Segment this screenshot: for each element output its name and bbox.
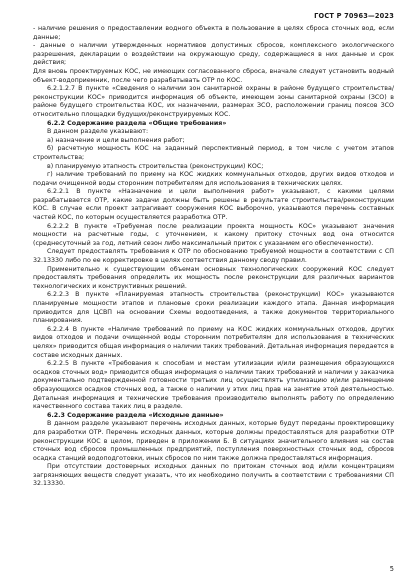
paragraph: Для вновь проектируемых КОС, не имеющих согласованного сброса, вначале следует установить водный объект-водоприемник, после чего разрабатывать ОТР по КОС. [33,67,394,84]
page-number: 5 [389,565,394,573]
paragraph: 6.2.2.2 В пункте «Требуемая после реализации проекта мощность КОС» указывают значения мощности на расчетные годы, с уточнением, к какому притоку сточных вод она относится (среднесуточный за год, летний сезон либо максимальный приток с указанием его обеспеченности). [33,222,394,247]
list-item: б) расчетную мощность КОС на заданный перспективный период, в том числе с учетом этапов строительства; [33,145,394,161]
section-heading: 6.2.3 Содержание раздела «Исходные данные» [47,411,224,419]
section-heading: 6.2.2 Содержание раздела «Общие требования» [47,119,227,127]
paragraph: 6.2.2.4 В пункте «Наличие требований по приему на КОС жидких коммунальных отходов, других видов отходов и подачи очищенной воды сторонним потребителям для использования в технических целях» приводится общая информация о наличии таких требований. Детальная информация передается в составе исходных данных. [33,325,394,359]
paragraph: - данные о наличии утвержденных нормативов допустимых сбросов, комплексного экологического разрешения, декларации о воздействии на окружающую среду, содержащиеся в них данные и срок действия; [33,42,394,67]
paragraph: Следует предоставлять требования к ОТР по обоснованию требуемой мощности в соответствии с СП 32.13330 либо по ее корректировке в целях соответствия данному своду правил. [33,248,394,265]
paragraph: При отсутствии достоверных исходных данных по притокам сточных вод и/или концентрациям загрязняющих веществ следует указать, что их необходимо получить в соответствии с требованиями СП 32.13330. [33,463,394,488]
standard-header: ГОСТ Р 70963—2023 [314,12,394,20]
list-item: а) назначение и цели выполнения работ; [47,136,185,144]
list-item: г) наличие требований по приему на КОС жидких коммунальных отходов, других видов отходов и подачи очищенной воды сторонним потребителям для использования в технических целях. [33,171,394,187]
document-body [33,25,394,489]
paragraph: - наличие решения о предоставлении водного объекта в пользование в целях сброса сточных вод, если данные; [33,25,394,41]
paragraph: 6.2.2.3 В пункте «Планируемая этапность строительства (реконструкции) КОС» указываются планируемые мощности этапов и плановые сроки реализации каждого этапа. Данная информация приводится для ЦСВП на основании Схемы водоотведения, а также документов территориального планирования. [33,291,394,325]
paragraph: В данном разделе указывают: [47,128,149,136]
paragraph: Применительно к существующим объемам основных технологических сооружений КОС следует предоставлять требования определить их мощность после реконструкции для различных вариантов технологических и конструктивных решений. [33,265,394,290]
paragraph: 6.2.2.1 В пункте «Назначение и цели выполнения работ» указывают, с какими целями разрабатывается ОТР, какие задачи должны быть решены в результате строительства/реконструкции КОС. В случае если проект затрагивает сооружения КОС выборочно, указываются перечень составных частей КОС, по которым осуществляется разработка ОТР. [33,188,394,222]
list-item: в) планируемую этапность строительства (реконструкции) КОС; [47,162,264,170]
paragraph: В данном разделе указывают перечень исходных данных, которые будут переданы проектировщику для разработки ОТР. Перечень исходных данных, которые должны предоставляться для разработки ОТР реконструкции КОС в целом, приведен в приложении Б. В ситуациях значительного влияния на состав сточных вод сбросов промышленных предприятий, поступления поверхностных сточных вод, сбросов осадка станций водоподготовки, иных сбросов по ним также должна предоставляться информация. [33,420,394,462]
paragraph: 6.2.2.5 В пункте «Требования к способам и местам утилизации и/или размещения образующихся осадков сточных вод» приводится общая информация о наличии таких требований и наличии у заказчика документально подтвержденной готовности третьих лиц осуществлять утилизацию и/или размещение образующихся осадков сточных вод, а также о наличии у этих лиц прав на занятие этой деятельностью. Детальная информация и технические требования производителю выполнять работу по определению качественного состава таких лиц в разделе. [33,360,394,411]
paragraph: 6.2.1.2.7 В пункте «Сведения о наличии зон санитарной охраны в районе будущего строительства/реконструкции КОС» приводится информация об объекте, имеющем зоны санитарной охраны (ЗСО) в районе будущего строительства КОС, их назначении, размерах ЗСО, расположении границ поясов ЗСО относительно площадки будущих/реконструируемых КОС. [33,85,394,118]
